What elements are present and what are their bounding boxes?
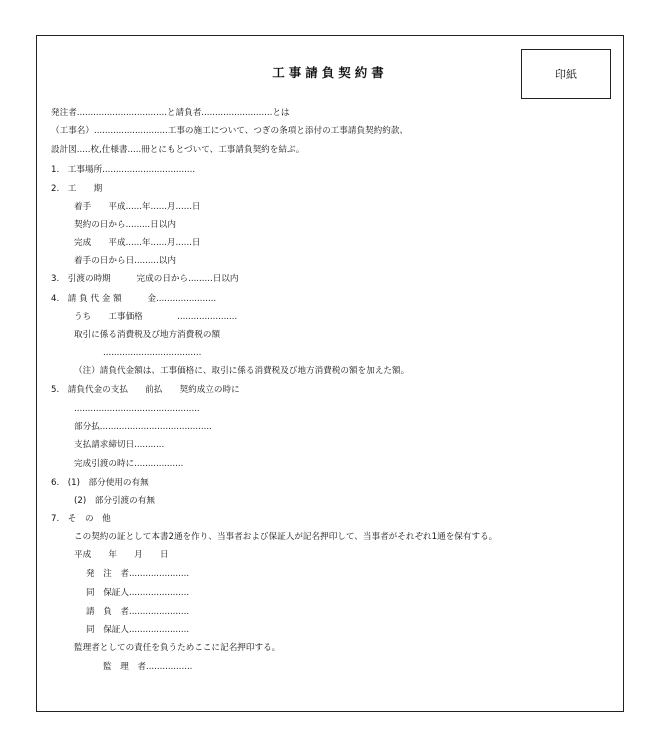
signature-contractor: 請 負 者...................... <box>86 607 190 617</box>
item-7-clause: この契約の証として本書2通を作り、当事者および保証人が記名押印して、当事者がそれぞれ1通を保有する。 <box>74 532 498 542</box>
intro-line-1: 発注者.................................と請負者..........................とは <box>51 108 290 118</box>
item-5-cutoff: 支払請求締切日........... <box>74 440 165 450</box>
contract-date: 平成 年 月 日 <box>74 550 169 560</box>
item-5-completion: 完成引渡の時に.................. <box>74 459 184 469</box>
item-7-other: 7. そ の 他 <box>51 514 111 524</box>
item-2-complete: 完成 平成......年......月......日 <box>74 238 201 248</box>
item-4-tax-blank: .................................... <box>103 348 202 358</box>
item-5-blank: .............................................. <box>74 404 200 414</box>
item-3-delivery: 3. 引渡の時期 完成の日から.........日以内 <box>51 274 239 284</box>
item-6-partial-delivery: (2) 部分引渡の有無 <box>74 496 155 506</box>
item-5-payment: 5. 請負代金の支払 前払 契約成立の時に <box>51 385 240 395</box>
supervisor-note: 監理者としての責任を負うためここに記名押印する。 <box>74 643 281 653</box>
intro-line-2: （工事名）...........................工事の施工について、つぎの条項と添付の工事請負契約約款、 <box>51 126 409 136</box>
item-1-site: 1. 工事場所.................................. <box>51 165 196 175</box>
item-4-amount: 4. 請 負 代 金 額 金...................... <box>51 294 217 304</box>
item-6-partial-use: 6. (1) 部分使用の有無 <box>51 478 149 488</box>
item-2-start: 着手 平成......年......月......日 <box>74 202 201 212</box>
signature-orderer-guarantor: 同 保証人...................... <box>86 588 190 598</box>
signature-supervisor: 監 理 者................. <box>103 662 193 672</box>
intro-line-3: 設計図.....枚,仕様書.....冊とにもとづいて、工事請負契約を結ぶ。 <box>51 145 305 155</box>
item-4-note: （注）請負代金額は、工事価格に、取引に係る消費税及び地方消費税の額を加えた額。 <box>74 366 410 376</box>
item-2-period: 2. 工 期 <box>51 184 103 194</box>
signature-contractor-guarantor: 同 保証人...................... <box>86 625 190 635</box>
document-title: 工事請負契約書 <box>272 65 388 80</box>
signature-orderer: 発 注 者...................... <box>86 569 190 579</box>
item-4-construction-price: うち 工事価格 ...................... <box>74 312 238 322</box>
stamp-label: 印紙 <box>555 68 577 81</box>
item-2-complete-days: 着手の日から日.........以内 <box>74 256 176 266</box>
item-5-partial: 部分払......................................... <box>74 422 212 432</box>
item-4-tax-label: 取引に係る消費税及び地方消費税の額 <box>74 330 221 340</box>
item-2-start-days: 契約の日から.........日以内 <box>74 220 176 230</box>
